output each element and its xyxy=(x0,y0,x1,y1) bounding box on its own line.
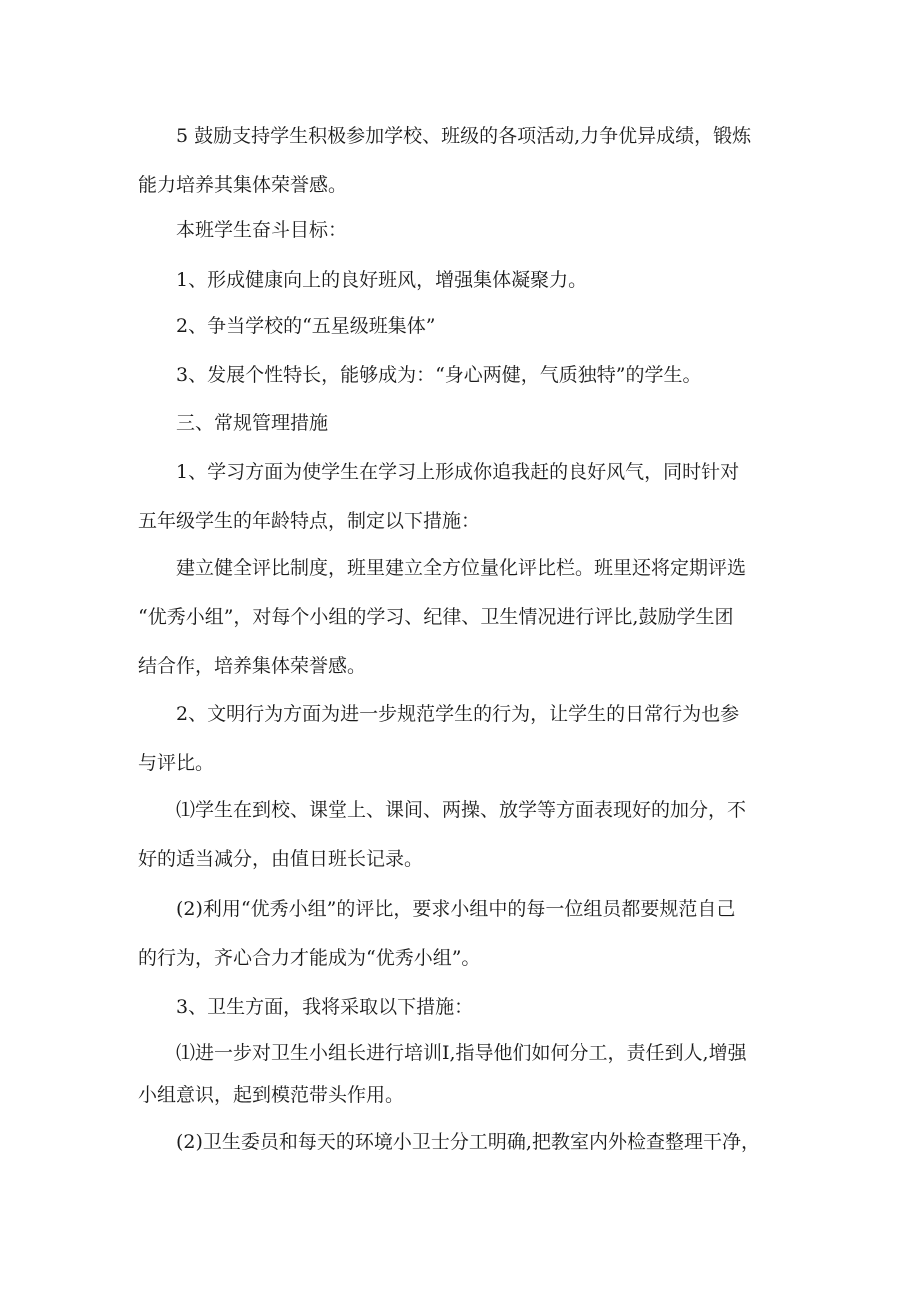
paragraph-line: 小组意识，起到模范带头作用。 xyxy=(138,1084,405,1106)
paragraph-behavior-2 xyxy=(138,885,786,983)
paragraph-study xyxy=(138,448,786,546)
paragraph-line: ⑴进一步对卫生小组长进行培训I,指导他们如何分工，责任到人,增强 xyxy=(176,1042,747,1064)
paragraph-hygiene-1 xyxy=(138,1032,786,1116)
paragraph-line: (2)利用“优秀小组”的评比，要求小组中的每一位组员都要规范自己 xyxy=(176,898,736,920)
paragraph-line: 2、争当学校的“五星级班集体” xyxy=(176,315,436,337)
paragraph-hygiene xyxy=(138,983,786,1032)
paragraph-line: 5 鼓励支持学生积极参加学校、班级的各项活动,力争优异成绩，锻炼 xyxy=(176,125,752,147)
paragraph-goal-3 xyxy=(138,351,786,400)
paragraph-line: 1、学习方面为使学生在学习上形成你追我赶的良好风气，同时针对 xyxy=(176,461,740,483)
paragraph-line: 结合作，培养集体荣誉感。 xyxy=(138,655,367,677)
paragraph-goals-heading xyxy=(138,206,786,255)
paragraph-line: 与评比。 xyxy=(138,752,215,774)
paragraph-line: 3、发展个性特长，能够成为：“身心两健，气质独特”的学生。 xyxy=(176,364,702,386)
section-heading-routine xyxy=(138,399,786,448)
paragraph-activities xyxy=(138,112,786,210)
paragraph-line: 2、文明行为方面为进一步规范学生的行为，让学生的日常行为也参 xyxy=(176,703,740,725)
paragraph-line: “优秀小组”，对每个小组的学习、纪律、卫生情况进行评比,鼓励学生团 xyxy=(138,606,734,628)
paragraph-line: 1、形成健康向上的良好班风，增强集体凝聚力。 xyxy=(176,269,588,291)
paragraph-evaluation xyxy=(138,544,786,691)
paragraph-goal-2 xyxy=(138,302,786,351)
paragraph-goal-1 xyxy=(138,256,786,305)
paragraph-behavior-1 xyxy=(138,786,786,884)
paragraph-line: 三、常规管理措施 xyxy=(176,412,329,434)
paragraph-line: 能力培养其集体荣誉感。 xyxy=(138,174,348,196)
paragraph-line: 3、卫生方面，我将采取以下措施： xyxy=(176,996,474,1018)
paragraph-behavior xyxy=(138,690,786,788)
paragraph-line: ⑴学生在到校、课堂上、课间、两操、放学等方面表现好的加分，不 xyxy=(176,799,747,821)
paragraph-line: 的行为，齐心合力才能成为“优秀小组”。 xyxy=(138,947,481,969)
paragraph-line: 五年级学生的年龄特点，制定以下措施： xyxy=(138,510,481,532)
paragraph-line: 建立健全评比制度，班里建立全方位量化评比栏。班里还将定期评选 xyxy=(176,557,747,579)
paragraph-line: (2)卫生委员和每天的环境小卫士分工明确,把教室内外检查整理干净， xyxy=(176,1131,760,1153)
paragraph-line: 好的适当减分，由值日班长记录。 xyxy=(138,848,424,870)
paragraph-line: 本班学生奋斗目标： xyxy=(176,219,348,241)
paragraph-hygiene-2 xyxy=(138,1118,786,1167)
